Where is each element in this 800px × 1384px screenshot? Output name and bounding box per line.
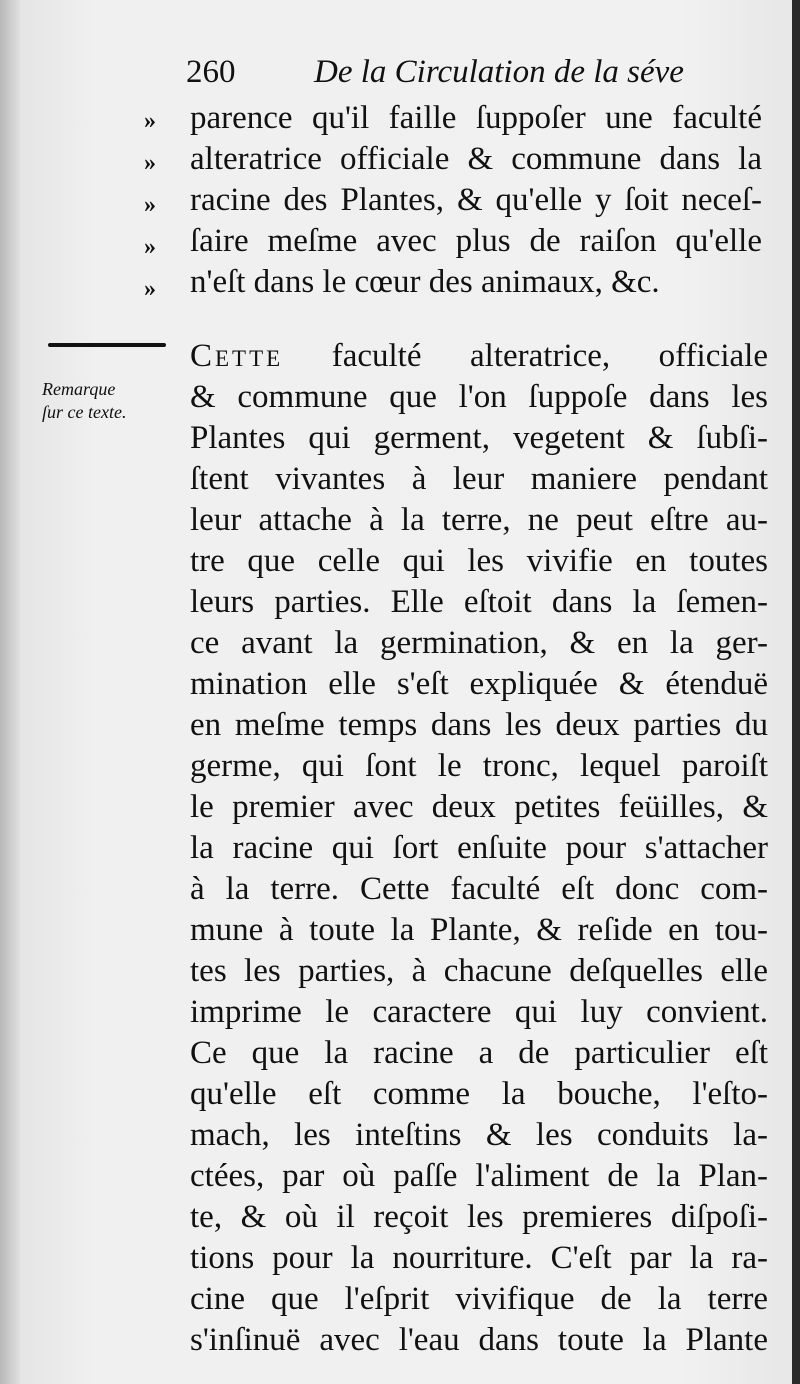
text-line: tions pour la nourriture. C'eſt par la ra- bbox=[190, 1240, 768, 1276]
text-line: mune à toute la Plante, & reſide en tou- bbox=[190, 912, 768, 948]
text-line: ce avant la germination, & en la ger- bbox=[190, 625, 768, 661]
text-line: tes les parties, à chacune deſquelles elle bbox=[190, 953, 768, 989]
text-line: leur attache à la terre, ne peut eſtre au- bbox=[190, 502, 768, 538]
body-paragraph bbox=[190, 336, 768, 1361]
text-line: Plantes qui germent, vegetent & ſubſi- bbox=[190, 420, 768, 456]
spine-shadow bbox=[0, 0, 22, 1384]
quote-mark: » bbox=[144, 276, 156, 302]
text-line: mination elle s'eſt expliquée & étenduë bbox=[190, 666, 768, 702]
quote-mark: » bbox=[144, 150, 156, 176]
text-line: parence qu'il faille ſuppoſer une faculté bbox=[190, 100, 762, 136]
text-line: germe, qui ſont le tronc, lequel paroiſt bbox=[190, 748, 768, 784]
quote-mark: » bbox=[144, 234, 156, 260]
margin-note-line: Remarque bbox=[42, 379, 116, 399]
text-line: cine que l'eſprit vivifique de la terre bbox=[190, 1281, 768, 1317]
text-line: racine des Plantes, & qu'elle y ſoit neceſ- bbox=[190, 182, 762, 218]
text-line: te, & où il reçoit les premieres diſpoſi- bbox=[190, 1199, 768, 1235]
text-line: alteratrice officiale & commune dans la bbox=[190, 141, 762, 177]
text-line: à la terre. Cette faculté eſt donc com- bbox=[190, 871, 768, 907]
text-line: Ce que la racine a de particulier eſt bbox=[190, 1035, 768, 1071]
margin-note-line: ſur ce texte. bbox=[42, 402, 127, 422]
section-rule bbox=[48, 343, 166, 347]
first-line-rest: faculté alteratrice, officiale bbox=[331, 338, 768, 374]
margin-note bbox=[42, 378, 172, 424]
text-line: imprime le caractere qui luy convient. bbox=[190, 994, 768, 1030]
text-line: tre que celle qui les vivifie en toutes bbox=[190, 543, 768, 579]
quotation-marks bbox=[144, 100, 178, 310]
page-edge bbox=[792, 0, 800, 1384]
opening-word: Cette bbox=[190, 338, 284, 374]
quoted-passage bbox=[190, 98, 762, 303]
text-line bbox=[190, 336, 768, 377]
text-line: s'inſinuë avec l'eau dans toute la Plante bbox=[190, 1322, 768, 1358]
quote-mark: » bbox=[144, 108, 156, 134]
text-line: mach, les inteſtins & les conduits la- bbox=[190, 1117, 768, 1153]
quote-mark: » bbox=[144, 192, 156, 218]
text-line: en meſme temps dans les deux parties du bbox=[190, 707, 768, 743]
text-line: & commune que l'on ſuppoſe dans les bbox=[190, 379, 768, 415]
text-line: ſaire meſme avec plus de raiſon qu'elle bbox=[190, 223, 762, 259]
running-title: De la Circulation de la séve bbox=[314, 54, 684, 90]
text-line: qu'elle eſt comme la bouche, l'eſto- bbox=[190, 1076, 768, 1112]
running-head bbox=[186, 50, 766, 94]
text-line: ſtent vivantes à leur maniere pendant bbox=[190, 461, 768, 497]
text-line: ctées, par où paſſe l'aliment de la Plan- bbox=[190, 1158, 768, 1194]
text-line: n'eſt dans le cœur des animaux, &c. bbox=[190, 264, 660, 300]
text-line: le premier avec deux petites feüilles, & bbox=[190, 789, 768, 825]
text-line: leurs parties. Elle eſtoit dans la ſemen- bbox=[190, 584, 768, 620]
text-line: la racine qui ſort enſuite pour s'attacher bbox=[190, 830, 768, 866]
page-number: 260 bbox=[186, 54, 236, 90]
